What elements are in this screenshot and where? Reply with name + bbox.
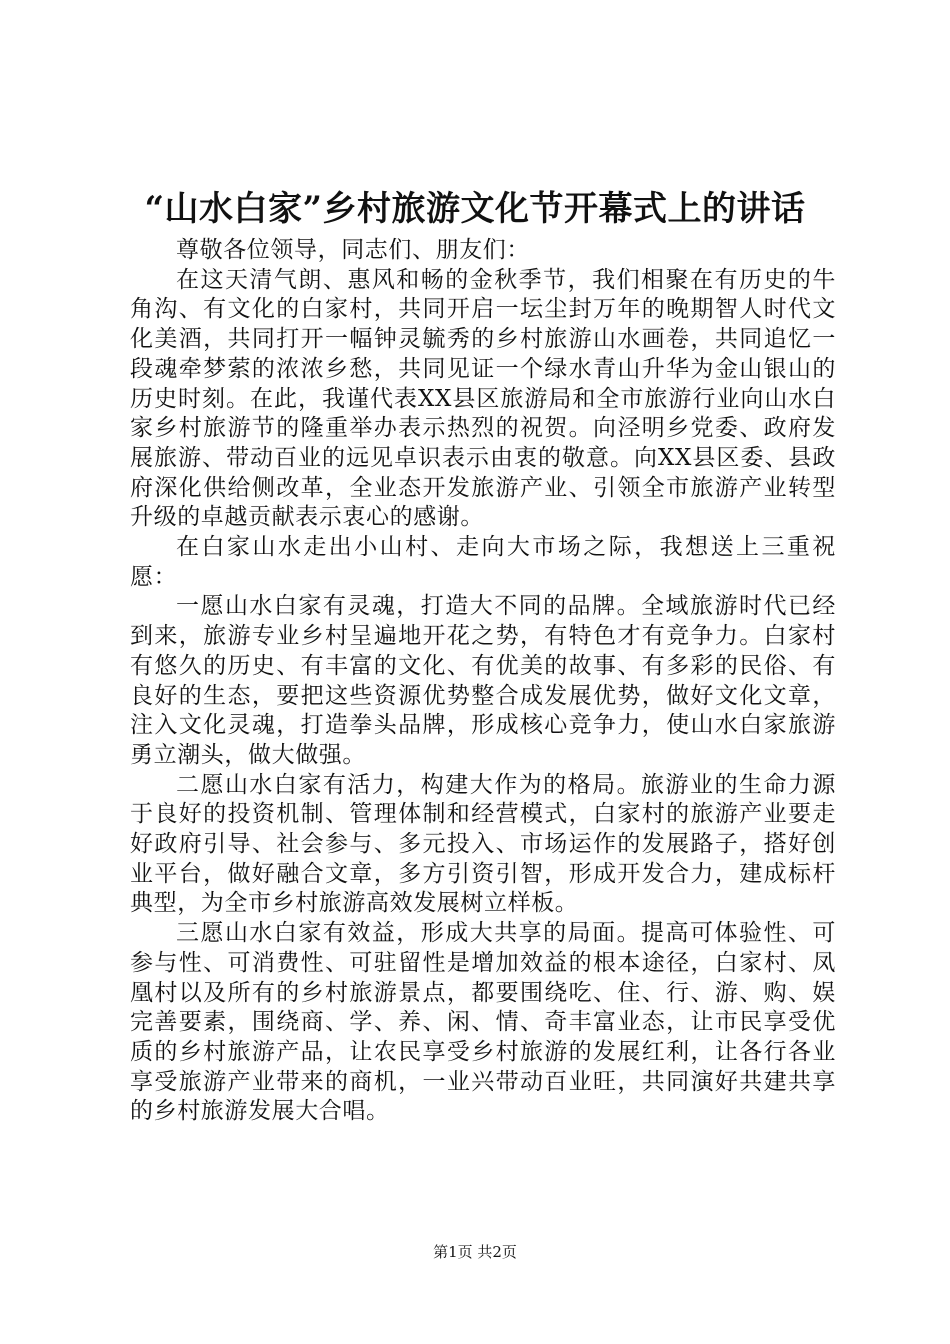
opening-paragraph: 在这天清气朗、惠风和畅的金秋季节，我们相聚在有历史的牛角沟、有文化的白家村，共同开启一坛尘封万年的晚期智人时代文化美酒，共同打开一幅钟灵毓秀的乡村旅游山水画卷，共同追忆一段魂牵梦萦的浓浓乡愁，共同见证一个绿水青山升华为金山银山的历史时刻。在此，我谨代表XX县区旅游局和全市旅游行业向山水白家乡村旅游节的隆重举办表示热烈的祝贺。向泾明乡党委、政府发展旅游、带动百业的远见卓识表示由衷的敬意。向XX县区委、县政府深化供给侧改革，全业态开发旅游产业、引领全市旅游产业转型升级的卓越贡献表示衷心的感谢。	[130, 266, 836, 531]
salutation-paragraph: 尊敬各位领导，同志们、朋友们：	[176, 237, 530, 263]
document-title: “山水白家”乡村旅游文化节开幕式上的讲话	[144, 189, 806, 229]
third-wish-paragraph: 三愿山水白家有效益，形成大共享的局面。提高可体验性、可参与性、可消费性、可驻留性是增加效益的根本途径，白家村、凤凰村以及所有的乡村旅游景点，都要围绕吃、住、行、游、购、娱完善要素，围绕商、学、养、闲、情、奇丰富业态，让市民享受优质的乡村旅游产品，让农民享受乡村旅游的发展红利，让各行各业享受旅游产业带来的商机，一业兴带动百业旺，共同演好共建共享的乡村旅游发展大合唱。	[130, 920, 836, 1125]
document-body	[130, 236, 836, 1127]
wishes-intro-paragraph: 在白家山水走出小山村、走向大市场之际，我想送上三重祝愿：	[130, 534, 836, 590]
page-number-footer: 第1页 共2页	[433, 1243, 517, 1261]
first-wish-paragraph: 一愿山水白家有灵魂，打造大不同的品牌。全域旅游时代已经到来，旅游专业乡村呈遍地开花之势，有特色才有竞争力。白家村有悠久的历史、有丰富的文化、有优美的故事、有多彩的民俗、有良好的生态，要把这些资源优势整合成发展优势，做好文化文章，注入文化灵魂，打造拳头品牌，形成核心竞争力，使山水白家旅游勇立潮头，做大做强。	[130, 593, 836, 768]
second-wish-paragraph: 二愿山水白家有活力，构建大作为的格局。旅游业的生命力源于良好的投资机制、管理体制和经营模式，白家村的旅游产业要走好政府引导、社会参与、多元投入、市场运作的发展路子，搭好创业平台，做好融合文章，多方引资引智，形成开发合力，建成标杆典型，为全市乡村旅游高效发展树立样板。	[130, 771, 836, 917]
